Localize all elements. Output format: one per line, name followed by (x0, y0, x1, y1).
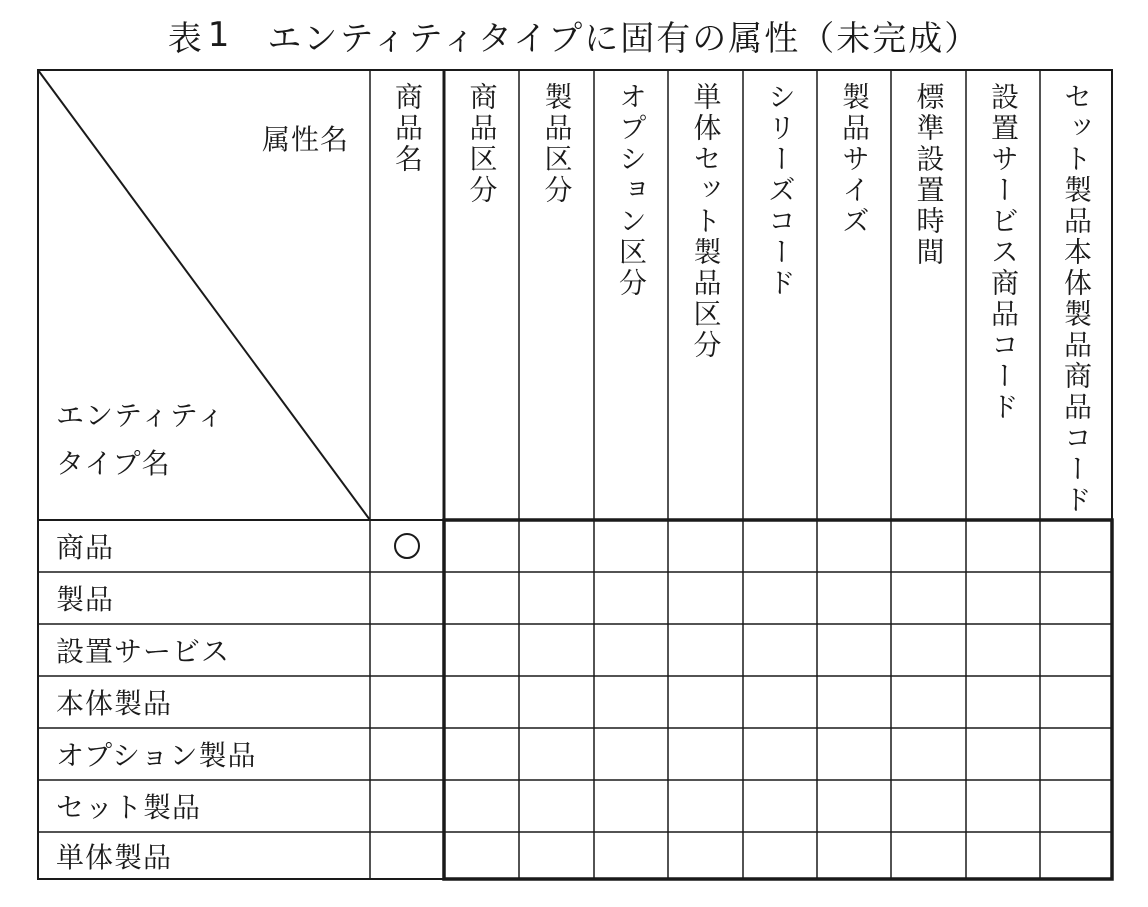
caption-number: 1 (207, 15, 232, 55)
column-header (370, 72, 444, 520)
row-label: セット製品 (56, 791, 202, 824)
corner-entity-line1: エンティティ (56, 399, 226, 432)
body-emphasis-frame (444, 520, 1112, 879)
column-header (743, 72, 817, 520)
row-label: 単体製品 (56, 840, 173, 874)
column-header-label: 単体セット製品区分 (689, 82, 723, 361)
caption-label: 表 (167, 18, 204, 59)
column-header (444, 72, 519, 520)
column-header (668, 72, 743, 520)
row-label: 製品 (56, 583, 115, 616)
column-header-label: 設置サービス商品コード (987, 82, 1020, 423)
column-header-label: オプション区分 (615, 82, 648, 299)
cell-mark (370, 520, 444, 572)
column-header-label: セット製品本体製品商品コード (1060, 82, 1093, 516)
column-header (891, 72, 966, 520)
corner-entity-line2: タイプ名 (56, 447, 171, 480)
column-header-label: シリーズコード (764, 82, 797, 299)
column-header (519, 72, 594, 520)
column-header-label: 標準設置時間 (912, 82, 946, 268)
row-label: オプション製品 (56, 739, 257, 772)
column-header-label: 製品サイズ (838, 82, 871, 237)
column-header (966, 72, 1040, 520)
column-header-label: 商品名 (391, 82, 424, 175)
column-header-label: 製品区分 (540, 82, 574, 206)
caption-title: エンティティタイプに固有の属性（未完成） (267, 18, 981, 59)
column-header (817, 72, 891, 520)
row-label: 設置サービス (56, 635, 231, 668)
column-header (594, 72, 668, 520)
circle-mark-icon (394, 533, 420, 559)
row-label: 商品 (56, 531, 115, 564)
column-header-label: 商品区分 (465, 82, 499, 206)
corner-entity-header (56, 392, 226, 488)
row-label: 本体製品 (56, 687, 173, 720)
corner-attribute-header: 属性名 (262, 123, 350, 156)
column-header (1040, 72, 1112, 520)
